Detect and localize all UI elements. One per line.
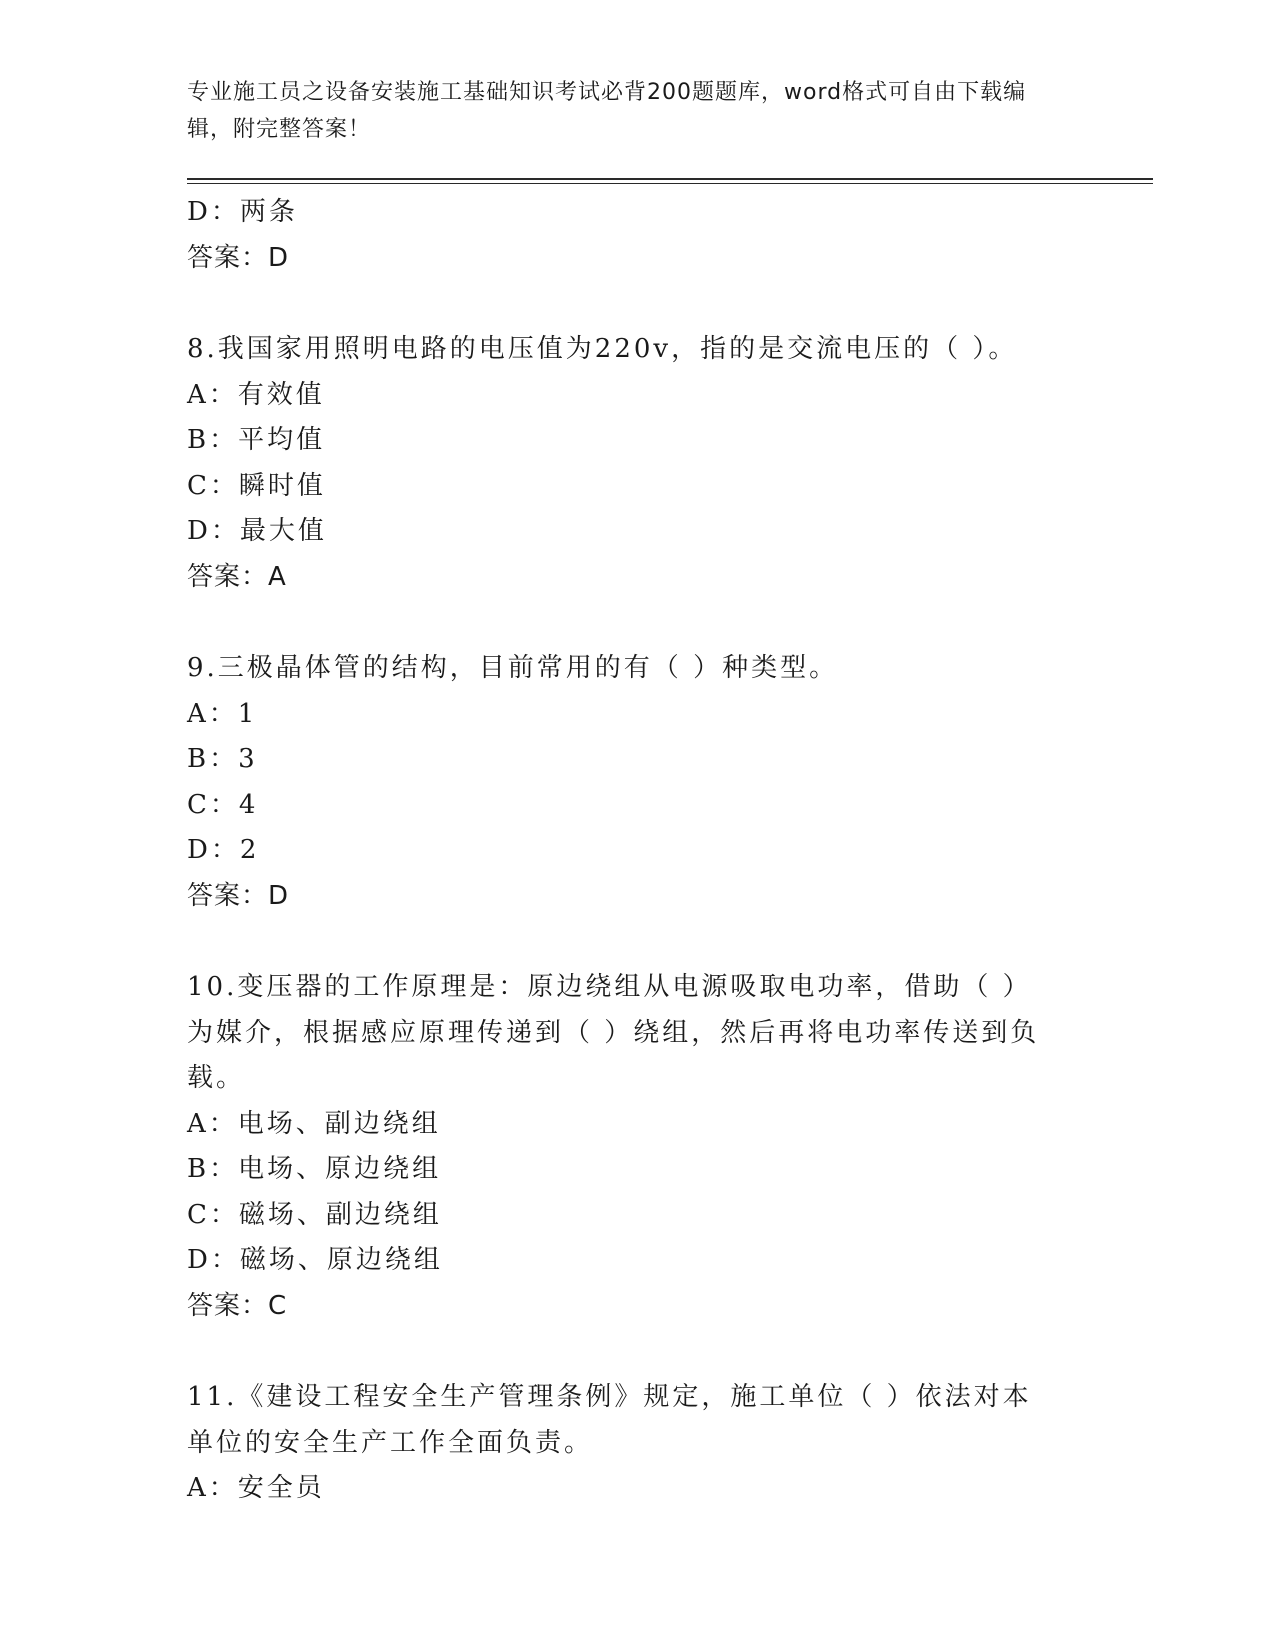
answer-line: 答案：C <box>187 1290 288 1321</box>
spacer <box>187 281 1067 327</box>
option-a: A：电场、副边绕组 <box>187 1108 441 1139</box>
header-divider-thin <box>187 183 1153 184</box>
question-list <box>187 190 1067 1512</box>
question-text: 8.我国家用照明电路的电压值为220v，指的是交流电压的（ ）。 <box>187 334 1018 364</box>
question-block <box>187 646 1067 919</box>
option-a: A：安全员 <box>187 1473 325 1503</box>
question-block <box>187 1375 1067 1512</box>
option-d: D：磁场、原边绕组 <box>187 1245 443 1275</box>
answer-line: 答案：A <box>187 561 287 592</box>
option-d: D：2 <box>187 835 260 865</box>
question-text: 9.三极晶体管的结构，目前常用的有（ ）种类型。 <box>187 653 839 683</box>
spacer <box>187 600 1067 646</box>
document-header-title: 专业施工员之设备安装施工基础知识考试必背200题题库，word格式可自由下载编辑，附完整答案！ <box>187 80 1027 142</box>
option-d: D：最大值 <box>187 516 327 546</box>
answer-line: 答案：D <box>187 242 290 273</box>
question-block <box>187 327 1067 600</box>
option-c: C：4 <box>187 789 259 820</box>
option-a: A：1 <box>187 698 258 729</box>
spacer <box>187 1329 1067 1375</box>
spacer <box>187 919 1067 965</box>
option-b: B：平均值 <box>187 425 326 455</box>
header-divider-thick <box>187 178 1153 180</box>
option-c: C：磁场、副边绕组 <box>187 1199 442 1230</box>
option-d: D：两条 <box>187 197 298 227</box>
answer-line: 答案：D <box>187 880 290 911</box>
option-b: B：3 <box>187 744 258 774</box>
question-block <box>187 190 1067 281</box>
option-b: B：电场、原边绕组 <box>187 1154 442 1184</box>
question-block <box>187 965 1067 1329</box>
question-text: 11.《建设工程安全生产管理条例》规定，施工单位（ ）依法对本单位的安全生产工作全面负责。 <box>187 1382 1032 1458</box>
question-text: 10.变压器的工作原理是：原边绕组从电源吸取电功率，借助（ ）为媒介，根据感应原理传递到（ ）绕组，然后再将电功率传送到负载。 <box>187 972 1040 1093</box>
option-c: C：瞬时值 <box>187 470 326 501</box>
option-a: A：有效值 <box>187 379 325 410</box>
